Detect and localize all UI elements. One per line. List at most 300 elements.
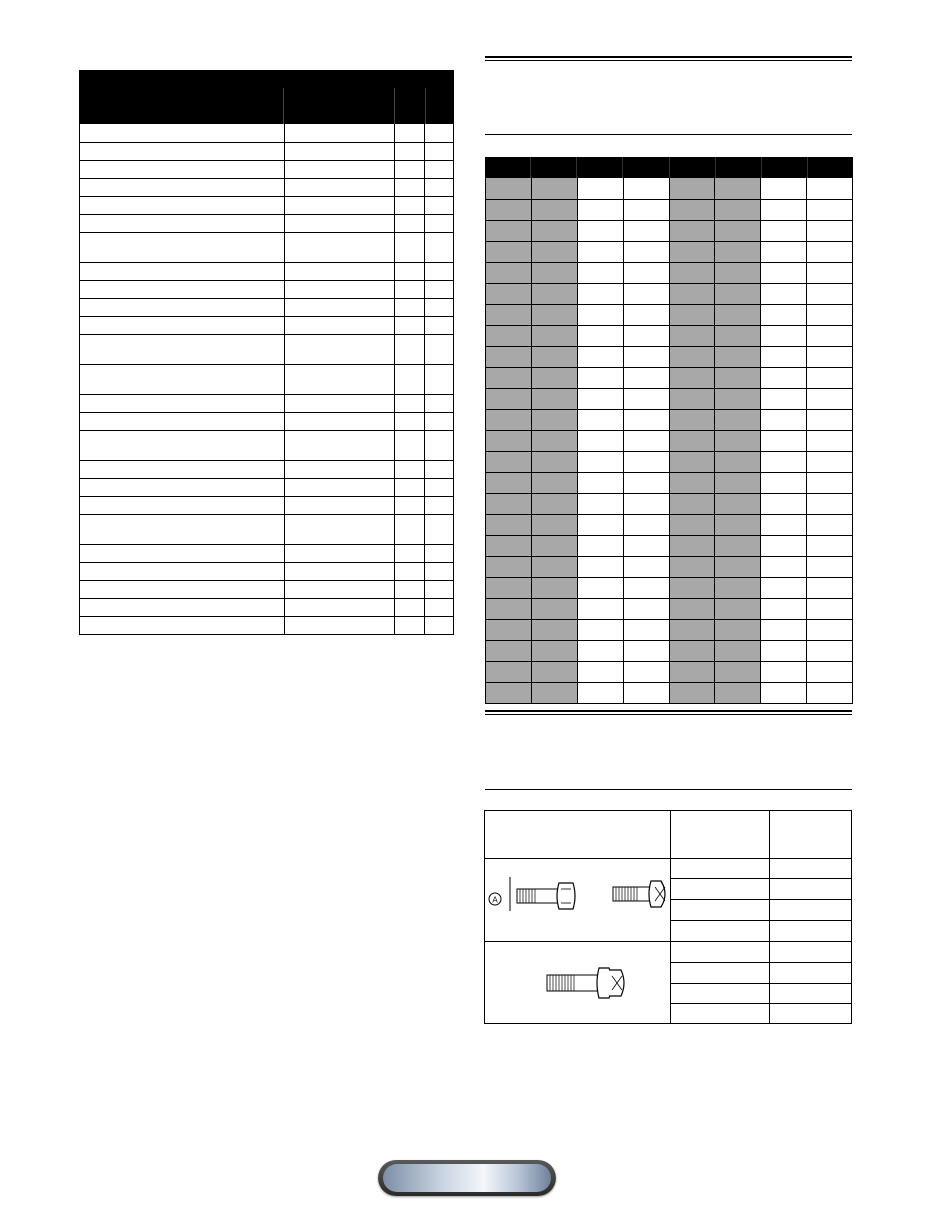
table-cell <box>395 599 425 616</box>
grid-cell <box>761 389 807 409</box>
grid-cell <box>624 200 670 220</box>
grid-cell <box>624 326 670 346</box>
table-cell <box>285 365 395 394</box>
grid-cell <box>532 326 578 346</box>
grid-cell <box>578 578 624 598</box>
table-cell <box>395 197 425 214</box>
table-cell <box>395 233 425 262</box>
grid-cell <box>761 305 807 325</box>
grid-cell <box>578 557 624 577</box>
grid-cell <box>761 410 807 430</box>
grid-cell <box>761 515 807 535</box>
grid-cell <box>578 263 624 283</box>
section-rule-top <box>485 710 852 715</box>
grid-cell <box>670 200 716 220</box>
table-cell <box>285 124 395 142</box>
table-cell <box>425 281 453 298</box>
grid-cell <box>715 431 761 451</box>
table-row <box>80 562 453 580</box>
section-rule-top <box>485 56 852 61</box>
grid-cell <box>761 431 807 451</box>
grid-cell <box>578 452 624 472</box>
grid-cell <box>715 221 761 241</box>
grid-cell <box>670 389 716 409</box>
column-divider <box>670 811 671 1023</box>
dimension-label-A: A <box>492 895 498 905</box>
table-row <box>80 496 453 514</box>
grid-cell <box>715 641 761 661</box>
table-cell <box>395 335 425 364</box>
table-row <box>80 316 453 334</box>
table-row <box>80 178 453 196</box>
spec-header-cell <box>395 88 426 124</box>
grid-cell <box>486 263 532 283</box>
grid-cell <box>715 326 761 346</box>
grid-cell <box>486 683 532 703</box>
table-cell <box>80 545 285 562</box>
grid-cell <box>715 284 761 304</box>
grid-cell <box>578 431 624 451</box>
grid-row <box>486 619 853 640</box>
table-row <box>80 298 453 316</box>
table-cell <box>425 365 453 394</box>
grid-cell <box>807 452 853 472</box>
grid-cell <box>486 599 532 619</box>
grid-row <box>486 577 853 598</box>
grid-cell <box>624 536 670 556</box>
table-cell <box>285 545 395 562</box>
grid-row <box>486 283 853 304</box>
grid-cell <box>761 662 807 682</box>
table-cell <box>80 581 285 598</box>
grid-cell <box>578 410 624 430</box>
grid-cell <box>532 305 578 325</box>
bolt-table <box>484 810 852 1024</box>
table-cell <box>425 233 453 262</box>
grid-cell <box>761 683 807 703</box>
grid-cell <box>486 242 532 262</box>
table-cell <box>285 233 395 262</box>
grid-cell <box>486 452 532 472</box>
grid-cell <box>578 221 624 241</box>
table-cell <box>80 479 285 496</box>
table-cell <box>285 461 395 478</box>
grid-cell <box>715 200 761 220</box>
grid-cell <box>578 305 624 325</box>
grid-cell <box>578 242 624 262</box>
grid-header-cell <box>670 157 716 178</box>
grid-cell <box>670 263 716 283</box>
table-cell <box>395 581 425 598</box>
table-cell <box>395 317 425 334</box>
page-number-tab <box>378 1160 556 1196</box>
grid-header-cell <box>577 157 623 178</box>
spec-table <box>79 70 454 635</box>
spec-table-header <box>79 88 454 124</box>
table-row <box>80 478 453 496</box>
grid-cell <box>532 641 578 661</box>
table-cell <box>80 215 285 232</box>
table-cell <box>395 461 425 478</box>
grid-row <box>486 682 853 703</box>
table-cell <box>80 299 285 316</box>
row-divider <box>670 920 851 921</box>
table-row <box>80 412 453 430</box>
grid-cell <box>807 305 853 325</box>
grid-cell <box>532 683 578 703</box>
bolt-illustration-hex <box>485 859 670 941</box>
section-rule-bottom <box>485 134 852 135</box>
table-row <box>80 460 453 478</box>
grid-cell <box>670 368 716 388</box>
grid-cell <box>670 536 716 556</box>
table-cell <box>395 497 425 514</box>
table-cell <box>80 281 285 298</box>
table-cell <box>285 281 395 298</box>
grid-row <box>486 535 853 556</box>
table-row <box>80 262 453 280</box>
grid-cell <box>486 620 532 640</box>
grid-cell <box>578 620 624 640</box>
table-row <box>80 196 453 214</box>
table-cell <box>80 124 285 142</box>
grid-cell <box>807 473 853 493</box>
grid-cell <box>715 242 761 262</box>
grid-cell <box>807 221 853 241</box>
table-cell <box>285 299 395 316</box>
grid-cell <box>670 347 716 367</box>
table-cell <box>395 395 425 412</box>
grid-row <box>486 262 853 283</box>
table-row <box>80 214 453 232</box>
grid-cell <box>761 473 807 493</box>
row-divider <box>670 983 851 984</box>
table-cell <box>395 413 425 430</box>
grid-row <box>486 472 853 493</box>
grid-cell <box>578 347 624 367</box>
grid-row <box>486 241 853 262</box>
grid-row <box>486 220 853 241</box>
table-cell <box>425 497 453 514</box>
grid-cell <box>715 178 761 199</box>
table-row <box>80 364 453 394</box>
grid-cell <box>486 494 532 514</box>
table-cell <box>285 179 395 196</box>
grid-cell <box>486 200 532 220</box>
table-cell <box>395 431 425 460</box>
grid-cell <box>532 452 578 472</box>
grid-cell <box>715 620 761 640</box>
spec-header-cell <box>426 88 454 124</box>
grid-row <box>486 598 853 619</box>
grid-row <box>486 346 853 367</box>
grid-cell <box>532 536 578 556</box>
grid-cell <box>807 662 853 682</box>
grid-cell <box>715 536 761 556</box>
bolt-table-header <box>485 811 851 859</box>
grid-cell <box>807 431 853 451</box>
grid-cell <box>624 452 670 472</box>
grid-header-cell <box>485 157 531 178</box>
grid-cell <box>670 641 716 661</box>
table-row <box>80 280 453 298</box>
table-cell <box>80 497 285 514</box>
table-cell <box>285 599 395 616</box>
grid-row <box>486 325 853 346</box>
table-cell <box>395 479 425 496</box>
grid-cell <box>807 347 853 367</box>
grid-cell <box>624 620 670 640</box>
grid-row <box>486 640 853 661</box>
section-rule-bottom <box>485 789 852 790</box>
grid-row <box>486 493 853 514</box>
grid-cell <box>624 242 670 262</box>
table-cell <box>285 335 395 364</box>
table-cell <box>425 317 453 334</box>
grid-cell <box>624 221 670 241</box>
grid-cell <box>715 452 761 472</box>
table-cell <box>80 515 285 544</box>
grid-cell <box>532 389 578 409</box>
table-row <box>80 124 453 142</box>
table-row <box>80 142 453 160</box>
table-cell <box>80 395 285 412</box>
grid-cell <box>486 662 532 682</box>
page-number-label <box>383 1164 551 1192</box>
grid-cell <box>532 578 578 598</box>
grid-cell <box>715 515 761 535</box>
table-cell <box>80 365 285 394</box>
grid-cell <box>670 431 716 451</box>
grid-cell <box>761 347 807 367</box>
grid-table <box>485 157 853 704</box>
grid-cell <box>761 494 807 514</box>
grid-cell <box>532 599 578 619</box>
grid-cell <box>715 263 761 283</box>
grid-row <box>486 451 853 472</box>
grid-cell <box>578 494 624 514</box>
grid-cell <box>715 683 761 703</box>
grid-cell <box>715 368 761 388</box>
grid-cell <box>670 578 716 598</box>
grid-cell <box>486 389 532 409</box>
row-divider <box>670 878 851 879</box>
grid-cell <box>715 305 761 325</box>
grid-cell <box>715 347 761 367</box>
table-row <box>80 580 453 598</box>
grid-cell <box>761 599 807 619</box>
grid-cell <box>532 242 578 262</box>
grid-cell <box>532 662 578 682</box>
grid-header-cell <box>808 157 853 178</box>
table-cell <box>425 599 453 616</box>
table-cell <box>285 215 395 232</box>
grid-cell <box>578 368 624 388</box>
table-row <box>80 430 453 460</box>
grid-cell <box>761 578 807 598</box>
grid-cell <box>624 178 670 199</box>
grid-cell <box>486 410 532 430</box>
grid-cell <box>578 683 624 703</box>
table-cell <box>285 317 395 334</box>
grid-cell <box>578 599 624 619</box>
grid-cell <box>761 284 807 304</box>
table-cell <box>425 545 453 562</box>
table-cell <box>395 299 425 316</box>
grid-cell <box>807 389 853 409</box>
grid-cell <box>761 221 807 241</box>
grid-cell <box>670 284 716 304</box>
grid-cell <box>670 326 716 346</box>
table-cell <box>80 143 285 160</box>
table-cell <box>285 161 395 178</box>
grid-cell <box>715 662 761 682</box>
table-cell <box>395 124 425 142</box>
grid-cell <box>624 368 670 388</box>
grid-cell <box>486 557 532 577</box>
table-cell <box>425 431 453 460</box>
grid-row <box>486 409 853 430</box>
table-cell <box>395 515 425 544</box>
grid-cell <box>532 284 578 304</box>
grid-cell <box>486 347 532 367</box>
table-cell <box>395 563 425 580</box>
grid-cell <box>486 515 532 535</box>
grid-cell <box>486 326 532 346</box>
grid-cell <box>761 641 807 661</box>
grid-header-cell <box>762 157 808 178</box>
row-divider <box>670 962 851 963</box>
table-cell <box>285 581 395 598</box>
grid-cell <box>807 263 853 283</box>
table-cell <box>80 197 285 214</box>
grid-cell <box>532 263 578 283</box>
table-cell <box>425 581 453 598</box>
grid-cell <box>670 662 716 682</box>
grid-cell <box>670 683 716 703</box>
table-cell <box>80 161 285 178</box>
table-row <box>80 232 453 262</box>
grid-cell <box>532 178 578 199</box>
table-cell <box>80 317 285 334</box>
table-cell <box>80 599 285 616</box>
grid-table-header <box>485 157 853 178</box>
grid-cell <box>715 578 761 598</box>
grid-cell <box>807 368 853 388</box>
spec-header-cell <box>284 88 395 124</box>
grid-cell <box>761 263 807 283</box>
table-cell <box>425 395 453 412</box>
grid-cell <box>624 662 670 682</box>
grid-cell <box>761 368 807 388</box>
table-cell <box>395 545 425 562</box>
table-cell <box>395 263 425 280</box>
grid-cell <box>578 473 624 493</box>
grid-cell <box>578 515 624 535</box>
grid-cell <box>807 494 853 514</box>
grid-cell <box>532 410 578 430</box>
table-cell <box>80 335 285 364</box>
grid-cell <box>761 452 807 472</box>
grid-cell <box>532 473 578 493</box>
table-cell <box>395 215 425 232</box>
grid-cell <box>807 284 853 304</box>
grid-cell <box>807 578 853 598</box>
grid-row <box>486 199 853 220</box>
grid-cell <box>578 389 624 409</box>
grid-cell <box>532 200 578 220</box>
table-cell <box>285 413 395 430</box>
table-cell <box>425 215 453 232</box>
grid-cell <box>624 263 670 283</box>
grid-row <box>486 367 853 388</box>
grid-cell <box>807 683 853 703</box>
grid-cell <box>715 557 761 577</box>
grid-cell <box>578 200 624 220</box>
grid-cell <box>486 536 532 556</box>
table-row <box>80 544 453 562</box>
spec-table-title <box>79 70 454 88</box>
grid-cell <box>578 536 624 556</box>
grid-cell <box>807 515 853 535</box>
table-cell <box>395 281 425 298</box>
table-cell <box>425 563 453 580</box>
grid-table-body <box>485 178 853 704</box>
grid-cell <box>624 305 670 325</box>
grid-cell <box>670 494 716 514</box>
table-cell <box>395 617 425 634</box>
grid-cell <box>807 536 853 556</box>
grid-cell <box>486 305 532 325</box>
grid-cell <box>715 494 761 514</box>
grid-row <box>486 661 853 682</box>
table-row <box>80 598 453 616</box>
grid-row <box>486 514 853 535</box>
row-divider <box>670 899 851 900</box>
grid-cell <box>807 599 853 619</box>
grid-cell <box>670 305 716 325</box>
table-cell <box>80 413 285 430</box>
grid-cell <box>486 641 532 661</box>
grid-cell <box>624 515 670 535</box>
spec-header-cell <box>79 88 284 124</box>
grid-cell <box>761 200 807 220</box>
grid-cell <box>670 410 716 430</box>
grid-cell <box>624 494 670 514</box>
table-cell <box>425 179 453 196</box>
table-cell <box>425 479 453 496</box>
grid-cell <box>715 599 761 619</box>
grid-cell <box>670 452 716 472</box>
table-cell <box>285 563 395 580</box>
table-row <box>80 616 453 634</box>
grid-cell <box>761 178 807 199</box>
grid-cell <box>761 242 807 262</box>
grid-header-cell <box>623 157 669 178</box>
spec-table-body <box>79 124 454 635</box>
table-cell <box>425 299 453 316</box>
table-cell <box>285 197 395 214</box>
grid-cell <box>624 410 670 430</box>
grid-cell <box>624 599 670 619</box>
table-row <box>80 514 453 544</box>
table-cell <box>285 143 395 160</box>
table-cell <box>395 365 425 394</box>
grid-cell <box>807 178 853 199</box>
grid-cell <box>670 557 716 577</box>
grid-cell <box>715 410 761 430</box>
table-cell <box>80 617 285 634</box>
